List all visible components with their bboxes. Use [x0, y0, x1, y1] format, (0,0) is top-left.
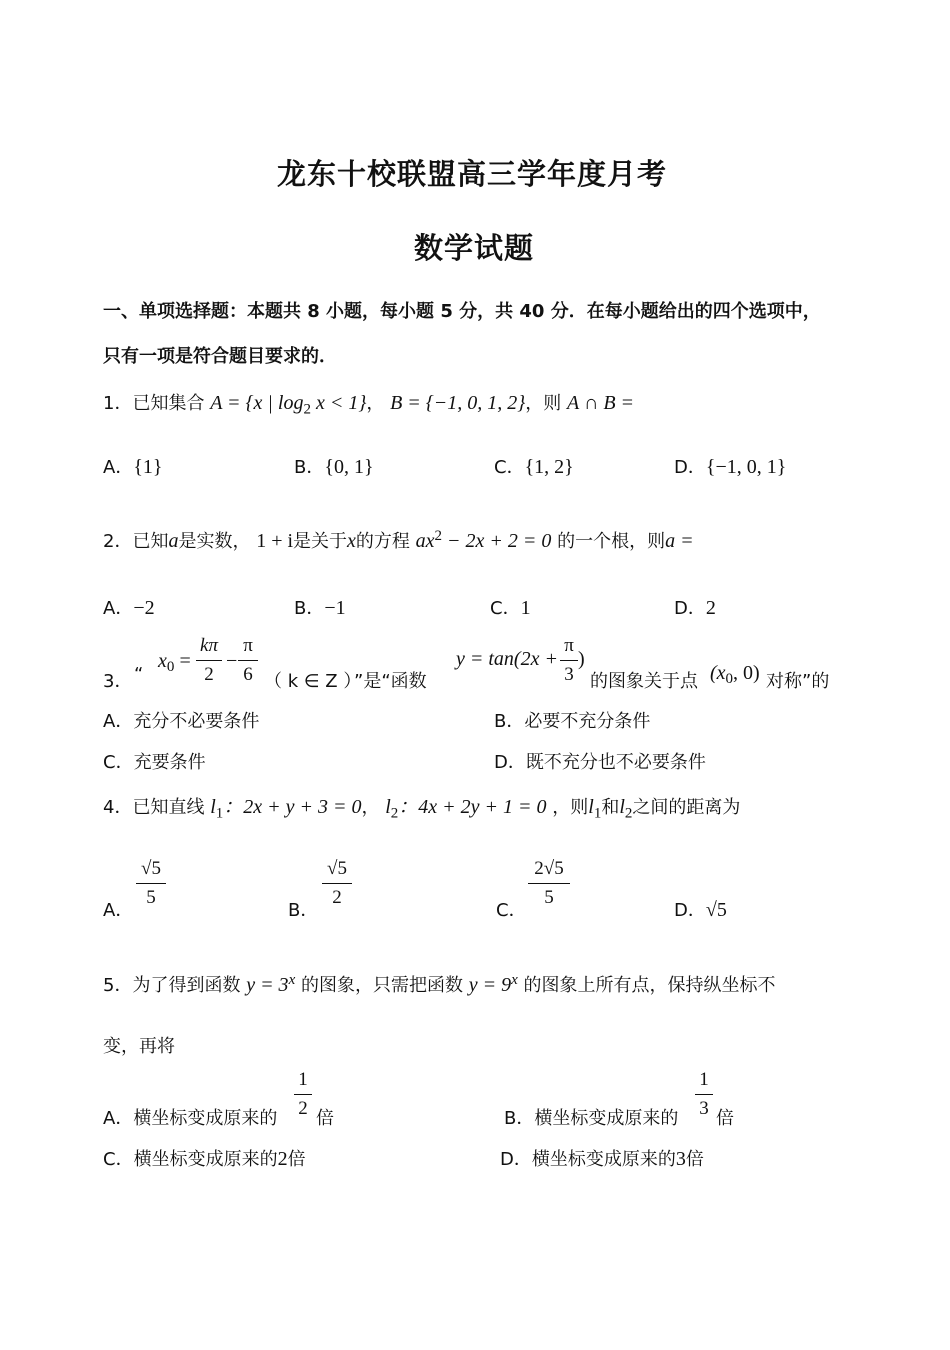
q3-option-d: D．既不充分也不必要条件	[494, 752, 706, 773]
q5-option-b: B．横坐标变成原来的	[504, 1108, 679, 1129]
section-heading-line2: 只有一项是符合题目要求的．	[103, 346, 337, 367]
q4-option-a-label: A．	[103, 900, 134, 921]
q3-text-point: 的图象关于点	[590, 671, 698, 692]
q3-fraction-kpi-2: kπ 2	[196, 634, 222, 687]
q3-point: ($x_0$, 0)	[710, 662, 760, 688]
q3-function: y = tan(2x +	[456, 648, 558, 670]
q3-condition: （ k ∈ Z ）	[264, 671, 362, 692]
question-4: 4．已知直线 $l_1$：2x + y + 3 = 0， $l_2$：4x + 2y + 1 = 0 ，则$l_1$和$l_2$之间的距离为	[103, 796, 741, 822]
q4-option-a-fraction: √5 5	[136, 857, 166, 910]
q5-option-a-fraction: 1 2	[294, 1068, 312, 1121]
page-title: 龙东十校联盟高三学年度月考	[277, 157, 668, 191]
q3-x0: $x_0$ =	[158, 650, 191, 676]
q3-fraction-pi-3: π 3	[560, 634, 578, 687]
q3-option-b: B．必要不充分条件	[494, 711, 651, 732]
q4-option-b-label: B．	[288, 900, 319, 921]
q3-option-a: A．充分不必要条件	[103, 711, 260, 732]
q5-option-a: A．横坐标变成原来的	[103, 1108, 278, 1129]
q5-line2: 变，再将	[103, 1036, 175, 1057]
q5-option-b-tail: 倍	[716, 1108, 734, 1129]
q3-function-close: )	[578, 648, 585, 670]
q2-option-c: C．1	[490, 597, 531, 619]
q1-option-c: C．{1, 2}	[494, 456, 574, 478]
section-heading-line1: 一、单项选择题：本题共 8 小题，每小题 5 分，共 40 分．在每小题给出的四个选项中，	[103, 301, 821, 322]
q5-option-c: C．横坐标变成原来的2倍	[103, 1148, 306, 1170]
question-1: 1．已知集合 A = {x | $\log_2 x < 1$}， B = {−1, 0, 1, 2}，则 A ∩ B =	[103, 392, 635, 418]
q2-option-d: D．2	[674, 597, 716, 619]
q3-number: 3．	[103, 671, 133, 692]
q5-option-d: D．横坐标变成原来的3倍	[500, 1148, 704, 1170]
q3-mid-text: ”是“函数	[354, 671, 427, 692]
q3-tail: 对称”的	[766, 671, 830, 692]
q1-option-b: B．{0, 1}	[294, 456, 374, 478]
question-2: 2．已知a是实数， 1 + i是关于x的方程 $ax^2 - 2x + 2 = 0$ 的一个根，则a =	[103, 528, 694, 552]
q3-option-c: C．充要条件	[103, 752, 206, 773]
q3-fraction-pi-6: π 6	[238, 634, 258, 687]
question-5: 5．为了得到函数 $y = 3^x$ 的图象，只需把函数 $y = 9^x$ 的图象上所有点，保持纵坐标不	[103, 972, 776, 996]
q4-option-b-fraction: √5 2	[322, 857, 352, 910]
q4-option-c-label: C．	[496, 900, 527, 921]
q3-open-quote: “	[134, 664, 144, 685]
page-subtitle: 数学试题	[414, 231, 535, 265]
q5-option-a-tail: 倍	[316, 1108, 334, 1129]
q4-option-c-fraction: 2√5 5	[528, 857, 570, 910]
q2-option-a: A．−2	[103, 597, 155, 619]
q3-minus: −	[226, 650, 238, 672]
q2-option-b: B．−1	[294, 597, 346, 619]
q4-option-d: D．√5	[674, 899, 727, 921]
q5-option-b-fraction: 1 3	[695, 1068, 713, 1121]
q1-option-a: A．{1}	[103, 456, 163, 478]
q1-option-d: D．{−1, 0, 1}	[674, 456, 787, 478]
